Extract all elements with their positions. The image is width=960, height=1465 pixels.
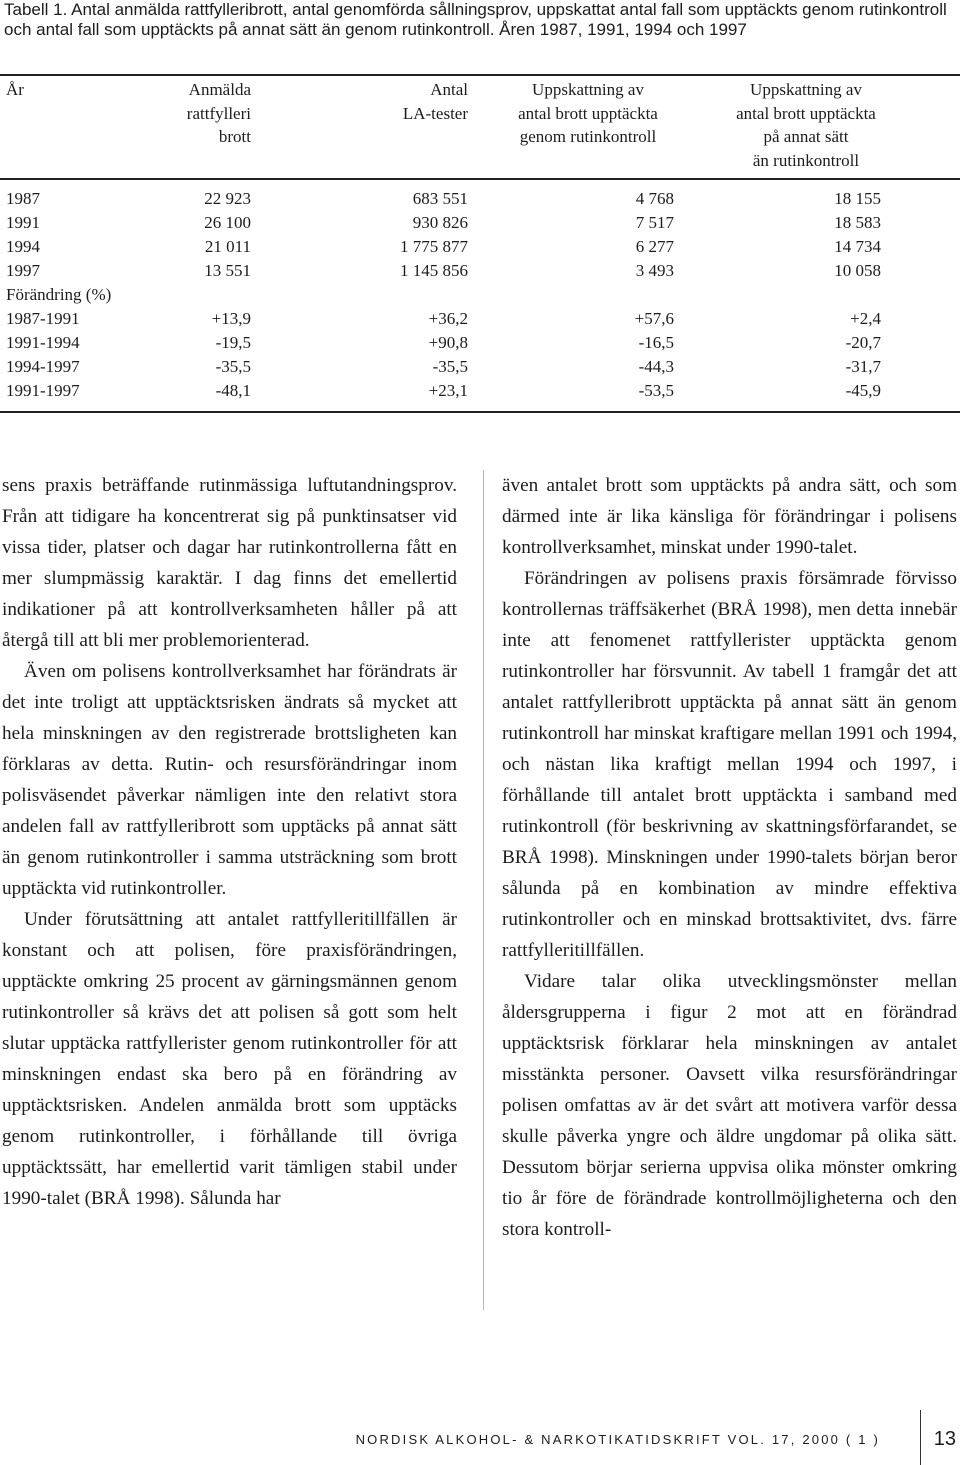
- right-column: [502, 470, 957, 1245]
- table-top-rule: [0, 74, 960, 76]
- left-column: [2, 470, 457, 1214]
- table-row: 1994-1997 -35,5 -35,5 -44,3 -31,7: [6, 357, 881, 376]
- table-bottom-rule: [0, 411, 960, 413]
- header-routine-estimate: Uppskattning av antal brott upptäckta genom rutinkontroll: [518, 80, 658, 146]
- paragraph: Även om polisens kontrollverksamhet har förändrats är det inte troligt att upptäcktsrisken ändrats så mycket att hela minskningen av den registrerade brottsligheten kan förklaras av detta. Rutin- och resursförändringar inom polisväsendet påverkar nämligen inte den relativt stora andelen fall av rattfylleribrott som upptäcks på annat sätt än genom rutinkontroller i samma utsträckning som brott upptäckta vid rutinkontroller.: [2, 661, 457, 899]
- table-row: 1991-1997 -48,1 +23,1 -53,5 -45,9: [6, 381, 881, 400]
- table-row: 1994 21 011 1 775 877 6 277 14 734: [6, 237, 881, 256]
- table-row: 1997 13 551 1 145 856 3 493 10 058: [6, 261, 881, 280]
- column-divider: [483, 470, 484, 1310]
- header-other-estimate: Uppskattning av antal brott upptäckta på annat sätt än rutinkontroll: [736, 80, 876, 170]
- header-la-tests: Antal LA-tester: [402, 80, 468, 123]
- page-number: 13: [933, 1428, 956, 1450]
- table-row: 1987 22 923 683 551 4 768 18 155: [6, 189, 881, 208]
- paragraph: även antalet brott som upptäckts på andra sätt, och som därmed inte är lika känsliga för förändringar i polisens kontrollverksamhet, minskat under 1990-talet.: [502, 475, 957, 558]
- header-reported: Anmälda rattfylleri brott: [186, 80, 251, 146]
- table-caption: Tabell 1. Antal anmälda rattfylleribrott, antal genomförda sållningsprov, uppskattat antal fall som upptäckts genom rutinkontroll och antal fall som upptäckts på annat sätt än genom rutinkontroll. Åren 1987, 1991, 1994 och 1997: [4, 0, 947, 39]
- table-row: 1987-1991 +13,9 +36,2 +57,6 +2,4: [6, 309, 881, 328]
- paragraph: Under förutsättning att antalet rattfylleritillfällen är konstant och att polisen, före praxisförändringen, upptäckte omkring 25 procent av gärningsmännen genom rutinkontroller så krävs det att polisen så gott som helt slutar upptäcka rattfyllerister genom rutinkontroller för att minskningen endast ska bero på en förändring av upptäcktsrisken. Andelen anmälda brott som upptäcks genom rutinkontroller, i förhållande till övriga upptäcktssätt, har emellertid varit tämligen stabil under 1990-talet (BRÅ 1998). Sålunda har: [2, 909, 457, 1209]
- paragraph: Vidare talar olika utvecklingsmönster mellan åldersgrupperna i figur 2 mot att en förändrad upptäcktsrisk förklarar hela minskningen av antalet misstänkta personer. Oavsett vilka resursförändringar polisen omfattas av är det svårt att motivera varför dessa skulle påverka yngre och äldre ungdomar på olika sätt. Dessutom börjar serierna uppvisa olika mönster omkring tio år före de förändrade kontrollmöjligheterna och den stora kontroll-: [502, 971, 957, 1240]
- header-year: År: [6, 80, 24, 99]
- table-row: Förändring (%): [6, 285, 112, 304]
- paragraph: sens praxis beträffande rutinmässiga luftutandningsprov. Från att tidigare ha koncentrerat sig på punktinsatser vid vissa tider, platser och dagar har rutinkontrollerna fått en mer slumpmässig karaktär. I dag finns det emellertid indikationer på att kontrollverksamheten håller på att återgå till att bli mer problemorienterad.: [2, 475, 457, 651]
- table-row: 1991-1994 -19,5 +90,8 -16,5 -20,7: [6, 333, 881, 352]
- table-header-rule: [0, 178, 960, 180]
- table-row: 1991 26 100 930 826 7 517 18 583: [6, 213, 881, 232]
- paragraph: Förändringen av polisens praxis försämrade förvisso kontrollernas träffsäkerhet (BRÅ 1998), men detta innebär inte att fenomenet rattfyllerister upptäckta genom rutinkontroller har försvunnit. Av tabell 1 framgår det att antalet rattfylleribrott upptäckta på annat sätt än genom rutinkontroll har minskat kraftigare mellan 1991 och 1994, och nästan lika kraftigt mellan 1994 och 1997, i förhållande till antalet brott upptäckta i samband med rutinkontroll (för beskrivning av skattningsförfarandet, se BRÅ 1998). Minskningen under 1990-talets början beror sålunda på en kombination av mindre effektiva rutinkontroller och en minskad brottsaktivitet, dvs. färre rattfylleritillfällen.: [502, 568, 957, 961]
- page-number-divider: [920, 1410, 921, 1465]
- journal-footer: NORDISK ALKOHOL- & NARKOTIKATIDSKRIFT VOL. 17, 2000 ( 1 ): [355, 1432, 880, 1447]
